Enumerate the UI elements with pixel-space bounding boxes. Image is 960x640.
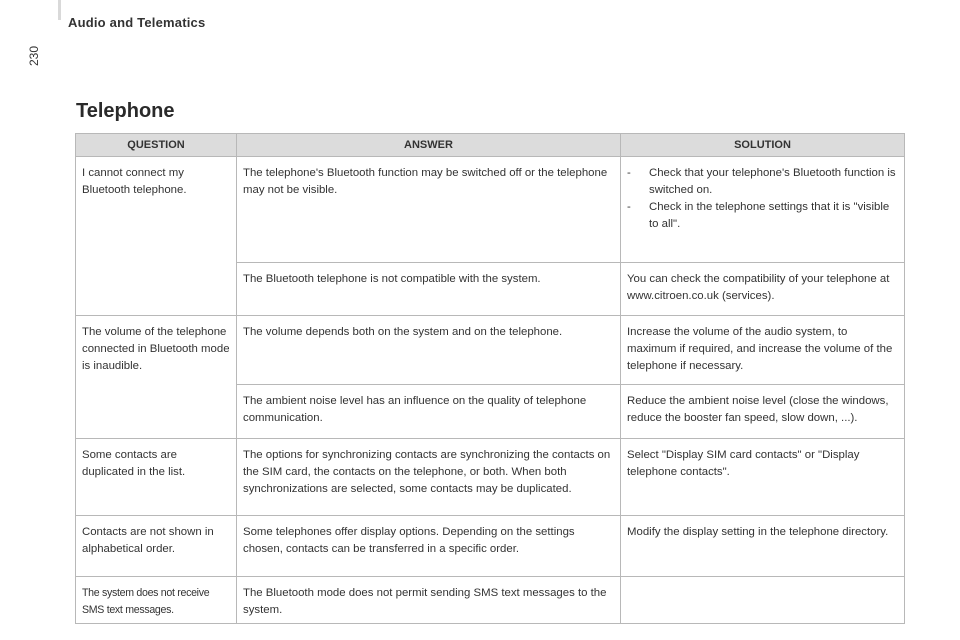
solution-cell: You can check the compatibility of your telephone at www.citroen.co.uk (services). xyxy=(621,263,905,316)
running-header: Audio and Telematics xyxy=(68,15,206,30)
answer-cell: The ambient noise level has an influence on the quality of telephone communication. xyxy=(237,385,621,439)
table-row xyxy=(76,316,905,385)
faq-table xyxy=(75,133,905,624)
question-cell: Contacts are not shown in alphabetical order. xyxy=(76,516,237,577)
solution-cell: Modify the display setting in the telephone directory. xyxy=(621,516,905,577)
table-row xyxy=(76,516,905,577)
solution-cell: Reduce the ambient noise level (close the windows, reduce the booster fan speed, slow down, ...). xyxy=(621,385,905,439)
table-row xyxy=(76,577,905,624)
question-cell: The volume of the telephone connected in Bluetooth mode is inaudible. xyxy=(76,316,237,439)
column-header-question: QUESTION xyxy=(76,134,237,157)
solution-cell xyxy=(621,157,905,263)
answer-cell: The volume depends both on the system and on the telephone. xyxy=(237,316,621,385)
table-row xyxy=(76,439,905,516)
answer-cell: The telephone's Bluetooth function may be switched off or the telephone may not be visible. xyxy=(237,157,621,263)
section-title: Telephone xyxy=(76,100,175,122)
header-accent-bar xyxy=(58,0,61,20)
question-cell: Some contacts are duplicated in the list. xyxy=(76,439,237,516)
answer-cell: The Bluetooth telephone is not compatible with the system. xyxy=(237,263,621,316)
answer-cell: Some telephones offer display options. Depending on the settings chosen, contacts can be transferred in a specific order. xyxy=(237,516,621,577)
column-header-answer: ANSWER xyxy=(237,134,621,157)
question-cell: The system does not receive SMS text messages. xyxy=(76,577,237,624)
column-header-solution: SOLUTION xyxy=(621,134,905,157)
solution-list-item: - Check that your telephone's Bluetooth function is switched on. xyxy=(627,167,896,196)
solution-cell xyxy=(621,577,905,624)
answer-cell: The Bluetooth mode does not permit sending SMS text messages to the system. xyxy=(237,577,621,624)
solution-cell: Select "Display SIM card contacts" or "Display telephone contacts". xyxy=(621,439,905,516)
table-header-row xyxy=(76,134,905,157)
answer-cell: The options for synchronizing contacts are synchronizing the contacts on the SIM card, the contacts on the telephone, or both. When both synchronizations are selected, some contacts may be duplicated. xyxy=(237,439,621,516)
page-number: 230 xyxy=(27,45,41,66)
question-cell: I cannot connect my Bluetooth telephone. xyxy=(76,157,237,316)
table-row xyxy=(76,157,905,263)
solution-list-item: - Check in the telephone settings that it is "visible to all". xyxy=(627,201,890,230)
solution-cell: Increase the volume of the audio system, to maximum if required, and increase the volume of the telephone if necessary. xyxy=(621,316,905,385)
